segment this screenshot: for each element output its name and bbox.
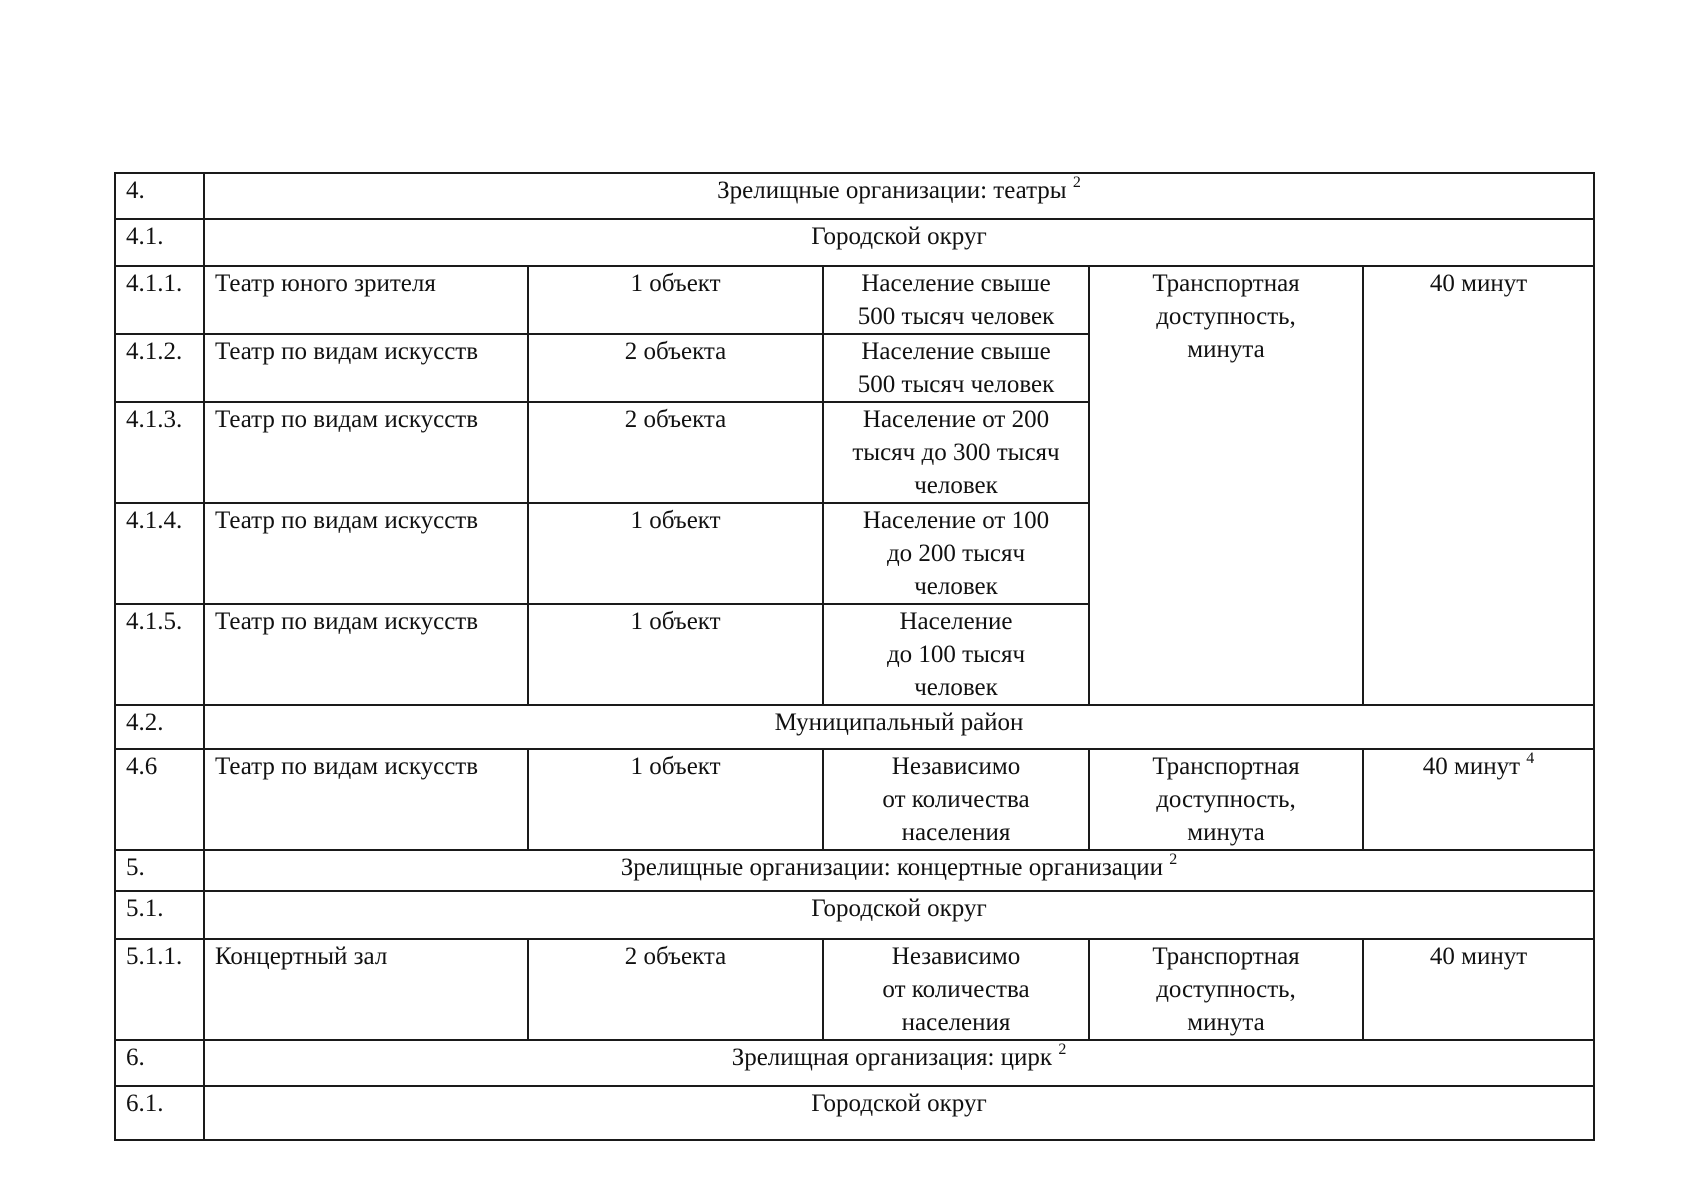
row-number: 5.1.1.	[115, 939, 204, 1040]
facility-name: Театр по видам искусств	[204, 749, 528, 850]
row-number: 4.1.2.	[115, 334, 204, 402]
indicator-name: Транспортная доступность, минута	[1089, 749, 1363, 850]
table-row	[115, 1086, 1594, 1140]
indicator-value-text: 40 минут	[1422, 753, 1521, 780]
table-row	[115, 939, 1594, 1040]
table-row	[115, 266, 1594, 334]
section-title	[204, 1086, 1594, 1140]
facility-count: 1 объект	[528, 604, 823, 705]
population-condition: Население до 100 тысяч человек	[823, 604, 1089, 705]
facility-count: 1 объект	[528, 266, 823, 334]
population-condition: Население свыше 500 тысяч человек	[823, 266, 1089, 334]
table-row	[115, 891, 1594, 939]
population-condition: Население от 100 до 200 тысяч человек	[823, 503, 1089, 604]
table-row	[115, 705, 1594, 749]
facility-count: 1 объект	[528, 503, 823, 604]
section-title	[204, 219, 1594, 266]
table-row	[115, 219, 1594, 266]
section-title-text: Городской округ	[811, 895, 987, 922]
facility-count: 2 объекта	[528, 334, 823, 402]
section-title	[204, 705, 1594, 749]
row-number: 4.1.4.	[115, 503, 204, 604]
facility-name: Концертный зал	[204, 939, 528, 1040]
row-number: 5.	[115, 850, 204, 891]
row-number: 4.1.5.	[115, 604, 204, 705]
footnote-ref: 4	[1526, 749, 1535, 767]
population-condition: Независимо от количества населения	[823, 939, 1089, 1040]
row-number: 4.2.	[115, 705, 204, 749]
facility-name: Театр по видам искусств	[204, 503, 528, 604]
table-row	[115, 1040, 1594, 1086]
facility-name: Театр по видам искусств	[204, 604, 528, 705]
row-number: 6.1.	[115, 1086, 204, 1140]
standards-table	[114, 172, 1595, 1141]
table-row	[115, 173, 1594, 219]
row-number: 6.	[115, 1040, 204, 1086]
section-title	[204, 891, 1594, 939]
section-title-text: Городской округ	[811, 223, 987, 250]
footnote-ref: 2	[1072, 173, 1081, 191]
row-number: 4.	[115, 173, 204, 219]
row-number: 4.1.3.	[115, 402, 204, 503]
facility-name: Театр по видам искусств	[204, 334, 528, 402]
footnote-ref: 2	[1169, 850, 1178, 868]
indicator-value: 40 минут	[1363, 266, 1594, 705]
section-title	[204, 1040, 1594, 1086]
footnote-ref: 2	[1058, 1040, 1067, 1058]
population-condition: Население свыше 500 тысяч человек	[823, 334, 1089, 402]
row-number: 4.6	[115, 749, 204, 850]
section-title-text: Муниципальный район	[774, 709, 1024, 736]
indicator-value: 40 минут	[1363, 939, 1594, 1040]
facility-name: Театр по видам искусств	[204, 402, 528, 503]
section-title	[204, 850, 1594, 891]
facility-count: 2 объекта	[528, 402, 823, 503]
table-row	[115, 850, 1594, 891]
row-number: 5.1.	[115, 891, 204, 939]
indicator-name: Транспортная доступность, минута	[1089, 939, 1363, 1040]
facility-count: 1 объект	[528, 749, 823, 850]
section-title-text: Зрелищные организации: концертные организации	[620, 854, 1163, 881]
indicator-value	[1363, 749, 1594, 850]
row-number: 4.1.	[115, 219, 204, 266]
population-condition: Независимо от количества населения	[823, 749, 1089, 850]
facility-name: Театр юного зрителя	[204, 266, 528, 334]
indicator-name: Транспортная доступность, минута	[1089, 266, 1363, 705]
population-condition: Население от 200 тысяч до 300 тысяч человек	[823, 402, 1089, 503]
facility-count: 2 объекта	[528, 939, 823, 1040]
row-number: 4.1.1.	[115, 266, 204, 334]
section-title-text: Зрелищные организации: театры	[717, 177, 1067, 204]
section-title-text: Городской округ	[811, 1090, 987, 1117]
table-row	[115, 749, 1594, 850]
section-title-text: Зрелищная организация: цирк	[731, 1044, 1053, 1071]
section-title	[204, 173, 1594, 219]
